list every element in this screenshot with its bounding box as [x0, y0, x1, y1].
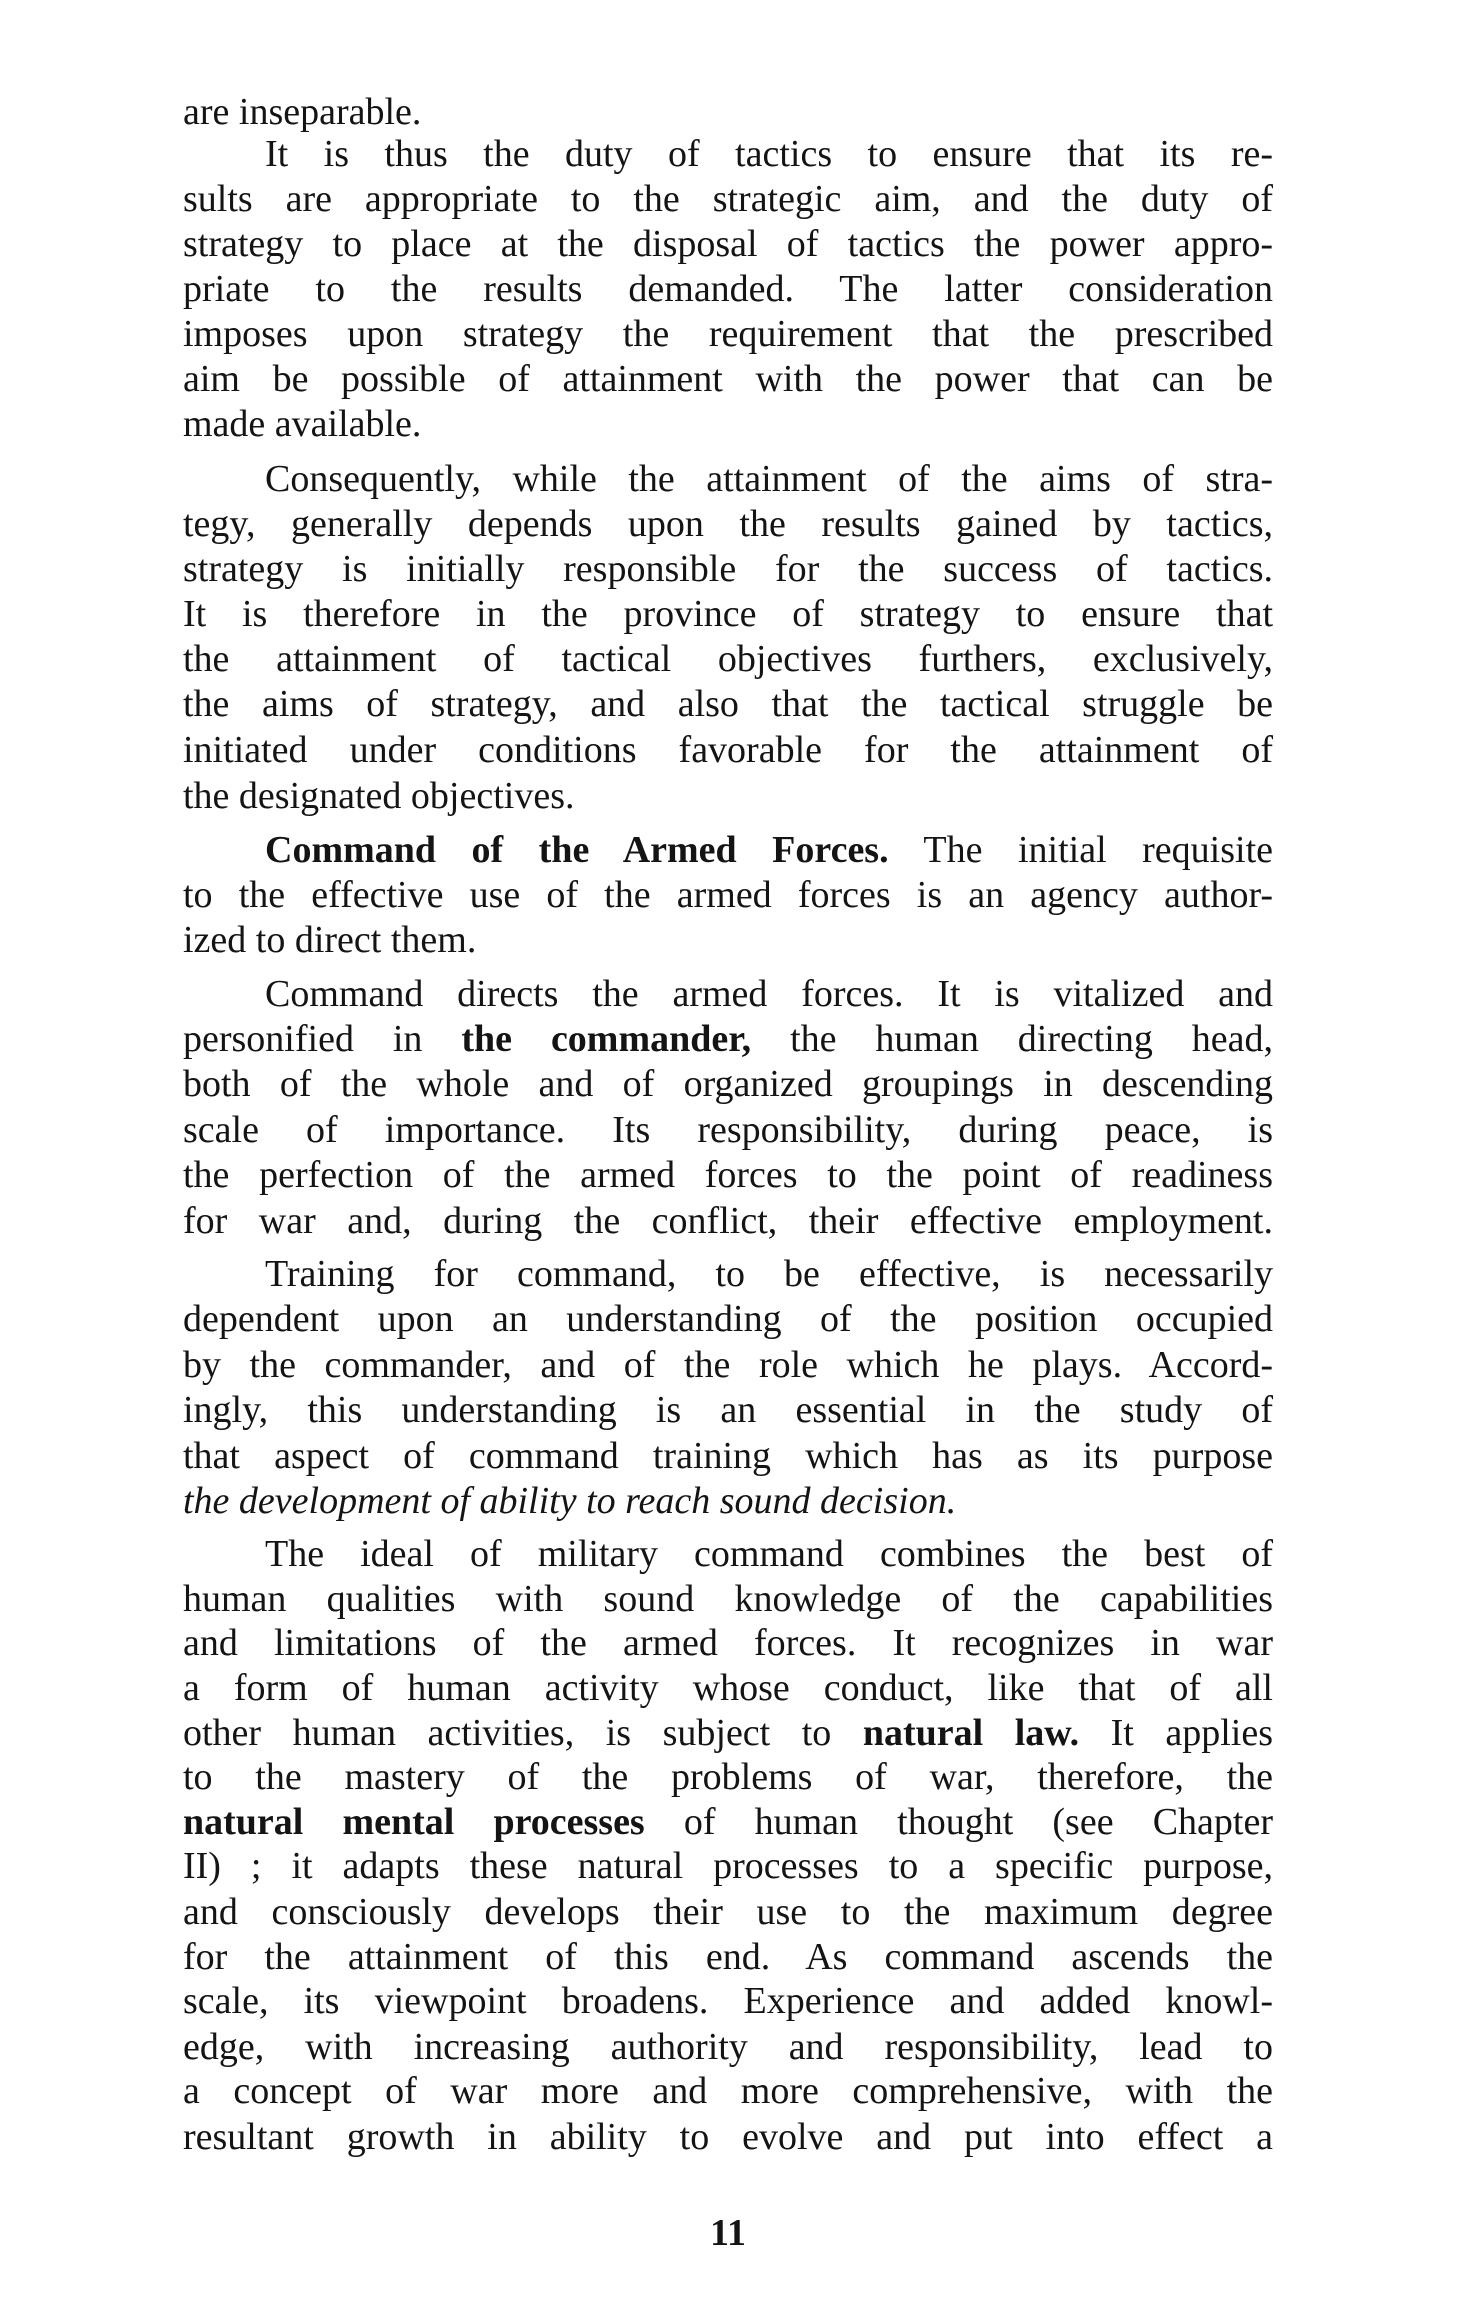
emphasis-text: natural mental processes — [183, 1801, 645, 1843]
emphasis-text: natural law. — [862, 1712, 1080, 1754]
text-segment: personified in — [183, 1018, 462, 1060]
text-line: and consciously develops their use to the maximum degree — [183, 1891, 1273, 1933]
text-line: Command directs the armed forces. It is vitalized and — [265, 973, 1273, 1015]
text-line: for the attainment of this end. As command ascends the — [183, 1936, 1273, 1978]
text-line: the attainment of tactical objectives furthers, exclusively, — [183, 638, 1273, 680]
text-line: ingly, this understanding is an essential in the study of — [183, 1389, 1273, 1431]
text-line — [183, 1017, 1273, 1062]
text-line: ized to direct them. — [183, 919, 477, 961]
page-number: 11 — [710, 2212, 746, 2254]
text-line: the perfection of the armed forces to the point of readiness — [183, 1154, 1273, 1196]
text-line: to the mastery of the problems of war, therefore, the — [183, 1756, 1273, 1798]
text-segment: the human directing head, — [751, 1018, 1273, 1060]
text-line: are inseparable. — [183, 91, 422, 133]
text-line: that aspect of command training which has as its purpose — [183, 1435, 1273, 1477]
text-line: dependent upon an understanding of the position occupied — [183, 1298, 1273, 1340]
text-line: made available. — [183, 403, 422, 445]
text-line: Training for command, to be effective, is necessarily — [265, 1253, 1273, 1295]
emphasis-text: the commander, — [461, 1018, 752, 1060]
text-line — [183, 1711, 1273, 1756]
text-segment: other human activities, is subject to — [183, 1712, 863, 1754]
text-segment: The initial requisite — [888, 829, 1273, 871]
text-line: a form of human activity whose conduct, like that of all — [183, 1667, 1273, 1709]
text-line: priate to the results demanded. The latter consideration — [183, 268, 1273, 310]
text-line — [265, 828, 1273, 873]
text-line: scale, its viewpoint broadens. Experience and added knowl- — [183, 1980, 1273, 2022]
text-line: initiated under conditions favorable for the attainment of — [183, 729, 1273, 771]
text-line: both of the whole and of organized groupings in descending — [183, 1063, 1273, 1105]
text-segment: It applies — [1079, 1712, 1274, 1754]
text-line: resultant growth in ability to evolve and put into effect a — [183, 2116, 1273, 2158]
text-line: for war and, during the conflict, their effective employment. — [183, 1200, 1273, 1242]
text-line: human qualities with sound knowledge of the capabilities — [183, 1578, 1273, 1620]
text-line: II) ; it adapts these natural processes to a specific purpose, — [183, 1845, 1273, 1887]
text-line: a concept of war more and more comprehensive, with the — [183, 2070, 1273, 2112]
section-heading: Command of the Armed Forces. — [265, 829, 889, 871]
text-line: tegy, generally depends upon the results gained by tactics, — [183, 503, 1273, 545]
text-line: edge, with increasing authority and responsibility, lead to — [183, 2026, 1273, 2068]
text-line: strategy is initially responsible for the success of tactics. — [183, 548, 1273, 590]
text-line: It is thus the duty of tactics to ensure that its re- — [265, 133, 1273, 175]
text-line — [183, 1800, 1273, 1845]
text-line: It is therefore in the province of strategy to ensure that — [183, 593, 1273, 635]
text-line: aim be possible of attainment with the power that can be — [183, 358, 1273, 400]
text-line: the aims of strategy, and also that the tactical struggle be — [183, 683, 1273, 725]
text-segment: of human thought (see Chapter — [644, 1801, 1273, 1843]
text-line: scale of importance. Its responsibility, during peace, is — [183, 1109, 1273, 1151]
text-line: to the effective use of the armed forces is an agency author- — [183, 874, 1273, 916]
text-line: strategy to place at the disposal of tactics the power appro- — [183, 223, 1273, 265]
text-line: by the commander, and of the role which he plays. Accord- — [183, 1344, 1273, 1386]
text-line: imposes upon strategy the requirement that the prescribed — [183, 313, 1273, 355]
text-line: sults are appropriate to the strategic aim, and the duty of — [183, 178, 1273, 220]
italic-text-line: the development of ability to reach sound decision. — [183, 1480, 957, 1522]
text-line: and limitations of the armed forces. It recognizes in war — [183, 1622, 1273, 1664]
text-line: The ideal of military command combines the best of — [265, 1533, 1273, 1575]
text-line: Consequently, while the attainment of the aims of stra- — [265, 458, 1273, 500]
text-line: the designated objectives. — [183, 775, 575, 817]
